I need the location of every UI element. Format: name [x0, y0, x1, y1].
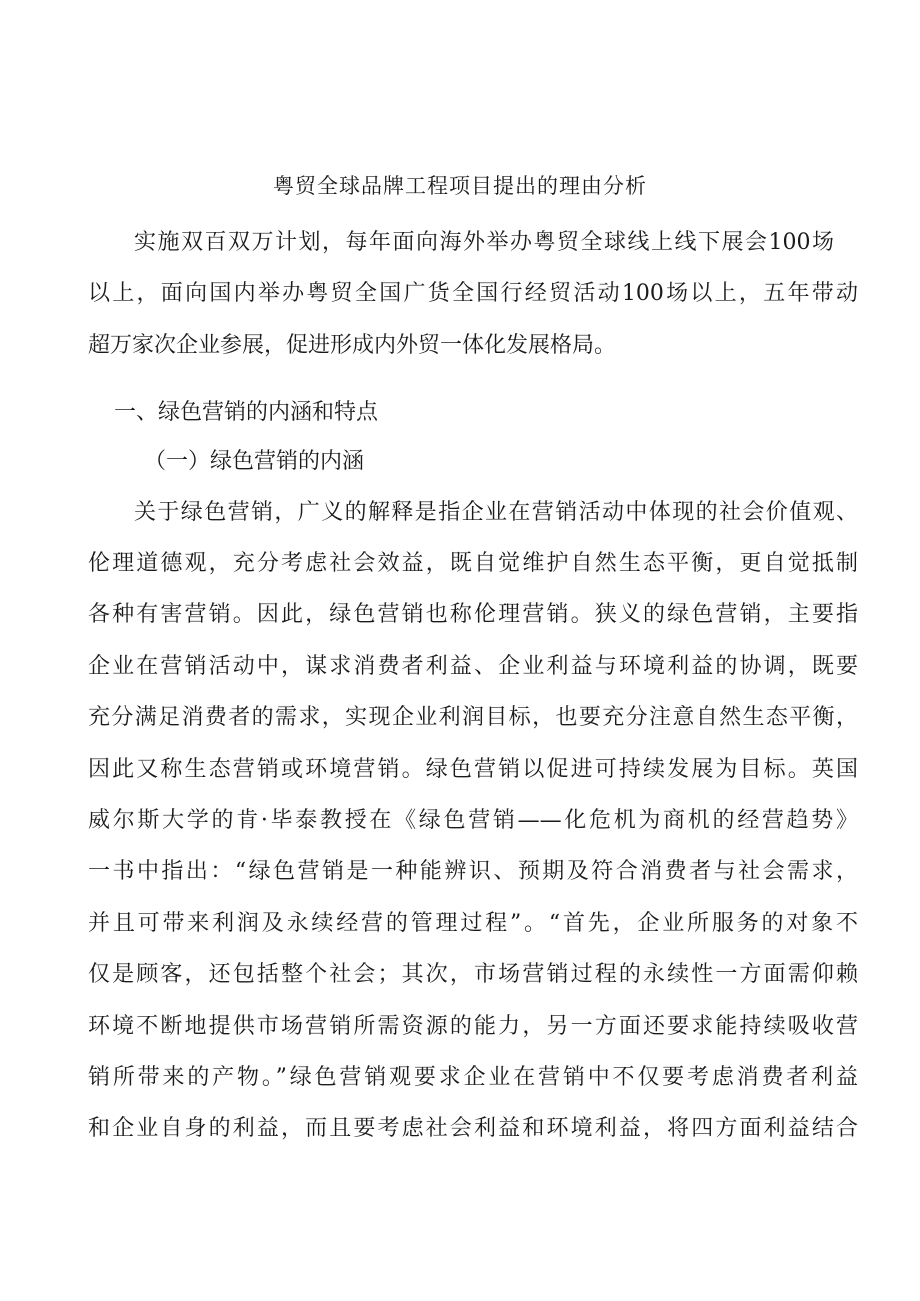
body-line-3: 各种有害营销。因此，绿色营销也称伦理营销。狭义的绿色营销，主要指 — [88, 602, 858, 627]
body-line-5: 充分满足消费者的需求，实现企业利润目标，也要充分注意自然生态平衡， — [88, 705, 858, 730]
body-line-6: 因此又称生态营销或环境营销。绿色营销以促进可持续发展为目标。英国 — [88, 757, 858, 782]
body-line-2: 伦理道德观，充分考虑社会效益，既自觉维护自然生态平衡，更自觉抵制 — [88, 551, 858, 576]
intro-line-1: 实施双百双万计划，每年面向海外举办粤贸全球线上线下展会100场 — [134, 230, 834, 255]
body-line-11: 环境不断地提供市场营销所需资源的能力，另一方面还要求能持续吸收营 — [88, 1014, 858, 1039]
body-line-4: 企业在营销活动中，谋求消费者利益、企业利益与环境利益的协调，既要 — [88, 654, 858, 679]
intro-line-3: 超万家次企业参展，促进形成内外贸一体化发展格局。 — [88, 333, 617, 358]
body-line-12: 销所带来的产物。”绿色营销观要求企业在营销中不仅要考虑消费者利益 — [88, 1065, 858, 1090]
document-title: 粤贸全球品牌工程项目提出的理由分析 — [273, 174, 647, 198]
section-heading: 一、绿色营销的内涵和特点 — [114, 400, 379, 425]
body-line-8: 一书中指出：“绿色营销是一种能辨识、预期及符合消费者与社会需求， — [88, 859, 858, 884]
intro-line-2: 以上，面向国内举办粤贸全国广货全国行经贸活动100场以上，五年带动 — [88, 281, 858, 306]
subsection-heading: （一）绿色营销的内涵 — [144, 449, 365, 474]
body-line-1: 关于绿色营销，广义的解释是指企业在营销活动中体现的社会价值观、 — [134, 500, 858, 525]
body-line-7: 威尔斯大学的肯·毕泰教授在《绿色营销——化危机为商机的经营趋势》 — [88, 808, 858, 833]
body-line-13: 和企业自身的利益，而且要考虑社会利益和环境利益，将四方面利益结合 — [88, 1116, 858, 1141]
body-line-9: 并且可带来利润及永续经营的管理过程”。“首先，企业所服务的对象不 — [88, 911, 858, 936]
body-line-10: 仅是顾客，还包括整个社会；其次，市场营销过程的永续性一方面需仰赖 — [88, 962, 858, 987]
